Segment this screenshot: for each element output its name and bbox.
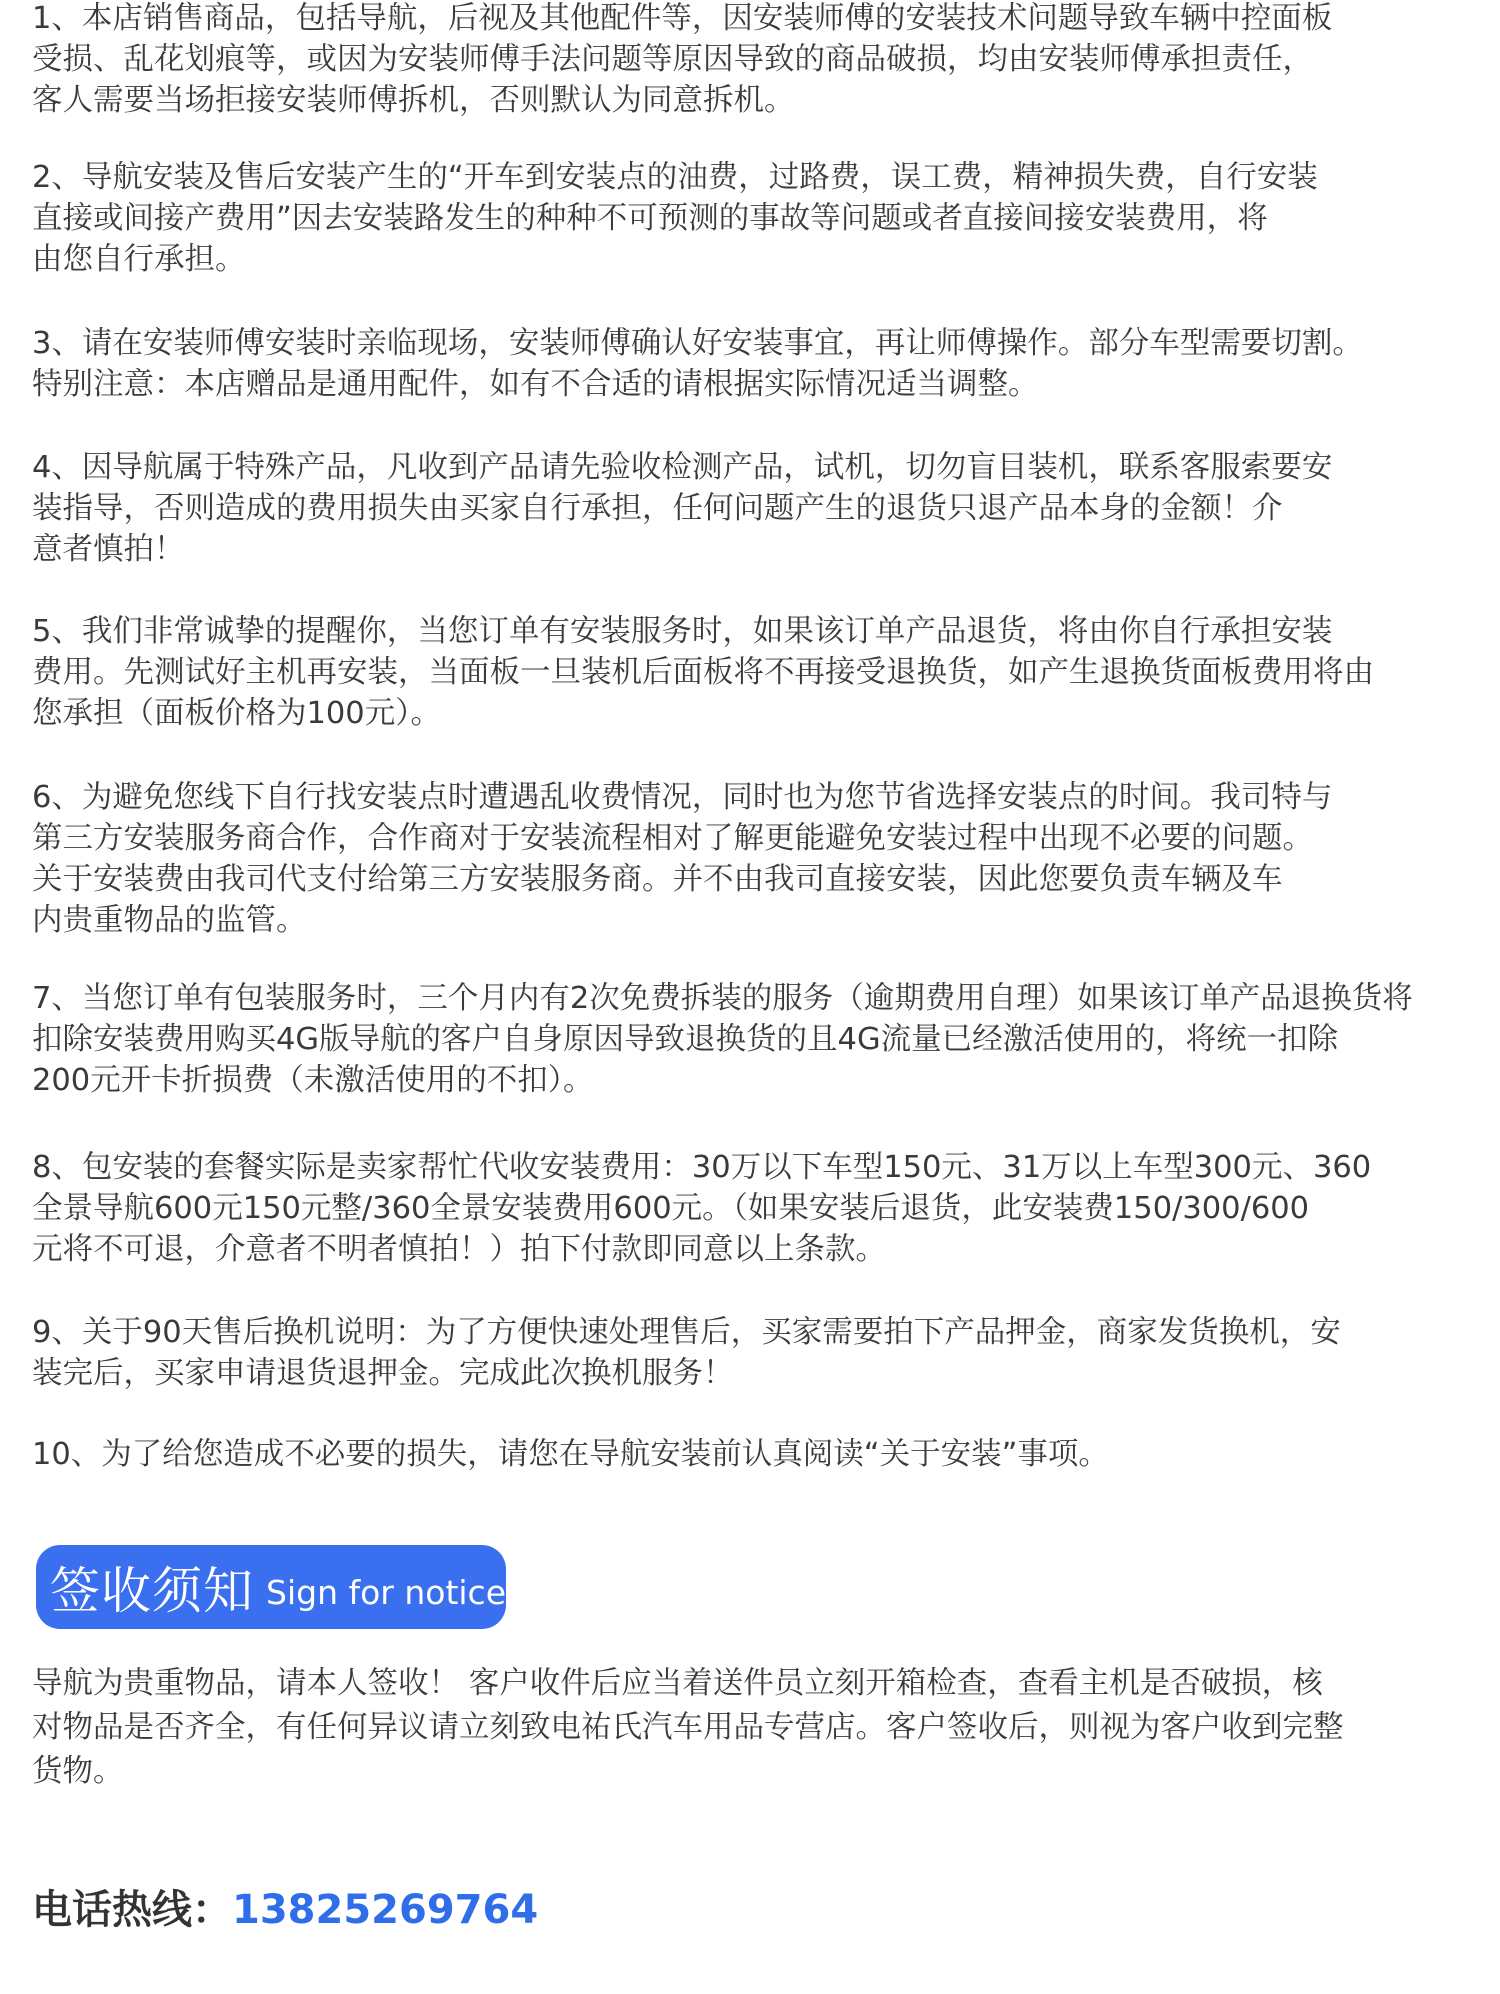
notice-line: 对物品是否齐全，有任何异议请立刻致电祐氏汽车用品专营店。客户签收后，则视为客户收到完整 (32, 1710, 1344, 1745)
sign-notice-body (32, 1662, 1462, 1794)
clause-4 (32, 447, 1462, 570)
notice-line: 导航为贵重物品，请本人签收！ 客户收件后应当着送件员立刻开箱检查，查看主机是否破损，核 (32, 1666, 1323, 1701)
clause-5 (32, 611, 1462, 734)
clause-1 (32, 0, 1462, 121)
clause-line: 6、为避免您线下自行找安装点时遭遇乱收费情况，同时也为您节省选择安装点的时间。我司特与 (32, 780, 1333, 815)
sign-notice-badge (36, 1545, 506, 1629)
clause-line: 全景导航600元150元整/360全景安装费用600元。（如果安装后退货，此安装费150/300/600 (32, 1191, 1310, 1226)
clause-line: 8、包安装的套餐实际是卖家帮忙代收安装费用：30万以下车型150元、31万以上车型300元、360 (32, 1150, 1372, 1185)
clause-6 (32, 777, 1462, 941)
hotline-number[interactable]: 13825269764 (232, 1887, 539, 1933)
clause-line: 您承担（面板价格为100元）。 (32, 696, 441, 731)
clause-line: 2、导航安装及售后安装产生的“开车到安装点的油费，过路费，误工费，精神损失费，自行安装 (32, 160, 1318, 195)
clause-line: 4、因导航属于特殊产品，凡收到产品请先验收检测产品，试机，切勿盲目装机，联系客服索要安 (32, 450, 1333, 485)
clause-line: 直接或间接产费用”因去安装路发生的种种不可预测的事故等问题或者直接间接安装费用，将 (32, 201, 1268, 236)
clause-line: 7、当您订单有包装服务时，三个月内有2次免费拆装的服务（逾期费用自理）如果该订单产品退换货将 (32, 981, 1413, 1016)
clause-10 (32, 1434, 1462, 1475)
clause-line: 内贵重物品的监管。 (32, 903, 307, 938)
clause-line: 客人需要当场拒接安装师傅拆机，否则默认为同意拆机。 (32, 83, 795, 118)
clause-line: 受损、乱花划痕等，或因为安装师傅手法问题等原因导致的商品破损，均由安装师傅承担责任， (32, 42, 1313, 77)
clause-line: 元将不可退，介意者不明者慎拍！）拍下付款即同意以上条款。 (32, 1232, 886, 1267)
clause-line: 装完后，买家申请退货退押金。完成此次换机服务！ (32, 1356, 734, 1391)
clause-line: 特别注意：本店赠品是通用配件，如有不合适的请根据实际情况适当调整。 (32, 367, 1039, 402)
hotline (32, 1878, 538, 1935)
clause-line: 10、为了给您造成不必要的损失，请您在导航安装前认真阅读“关于安装”事项。 (32, 1437, 1109, 1472)
clause-3 (32, 323, 1462, 405)
clause-line: 200元开卡折损费（未激活使用的不扣）。 (32, 1063, 594, 1098)
clause-line: 第三方安装服务商合作，合作商对于安装流程相对了解更能避免安装过程中出现不必要的问题。 (32, 821, 1313, 856)
clause-9 (32, 1312, 1462, 1394)
hotline-label: 电话热线： (32, 1887, 232, 1933)
clause-line: 意者慎拍！ (32, 532, 185, 567)
clause-line: 9、关于90天售后换机说明：为了方便快速处理售后，买家需要拍下产品押金，商家发货换机，安 (32, 1315, 1341, 1350)
clause-8 (32, 1147, 1462, 1270)
clause-2 (32, 157, 1462, 280)
clause-line: 关于安装费由我司代支付给第三方安装服务商。并不由我司直接安装，因此您要负责车辆及车 (32, 862, 1283, 897)
notice-line: 货物。 (32, 1754, 124, 1789)
clause-line: 由您自行承担。 (32, 242, 246, 277)
sign-notice-title-en: Sign for notice (266, 1572, 506, 1612)
clause-7 (32, 978, 1462, 1101)
clause-line: 扣除安装费用购买4G版导航的客户自身原因导致退换货的且4G流量已经激活使用的，将统一扣除 (32, 1022, 1339, 1057)
clause-line: 费用。先测试好主机再安装，当面板一旦装机后面板将不再接受退换货，如产生退换货面板费用将由 (32, 655, 1374, 690)
clause-line: 5、我们非常诚挚的提醒你，当您订单有安装服务时，如果该订单产品退货，将由你自行承担安装 (32, 614, 1333, 649)
clause-line: 1、本店销售商品，包括导航，后视及其他配件等，因安装师傅的安装技术问题导致车辆中控面板 (32, 1, 1333, 36)
clause-line: 装指导，否则造成的费用损失由买家自行承担，任何问题产生的退货只退产品本身的金额！介 (32, 491, 1283, 526)
sign-notice-title-zh: 签收须知 (50, 1562, 254, 1620)
clause-line: 3、请在安装师傅安装时亲临现场，安装师傅确认好安装事宜，再让师傅操作。部分车型需要切割。 (32, 326, 1363, 361)
